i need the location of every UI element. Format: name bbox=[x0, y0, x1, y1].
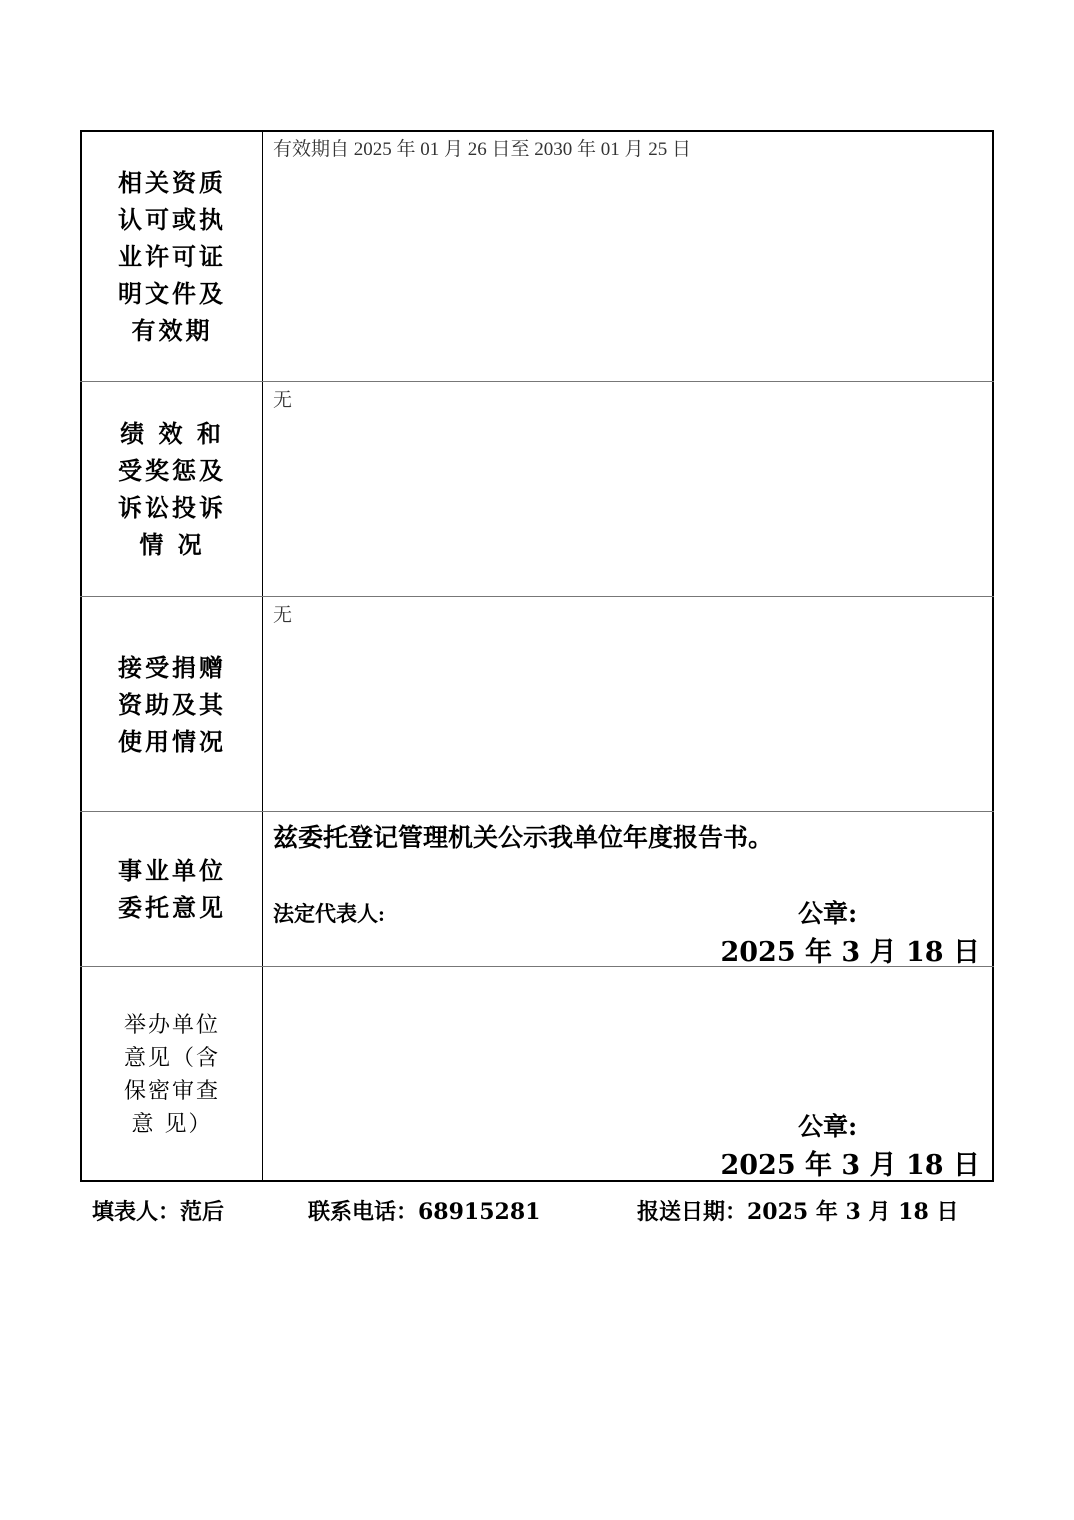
label-line: 使用情况 bbox=[118, 727, 226, 756]
label-performance bbox=[100, 415, 244, 563]
label-line: 委托意见 bbox=[118, 893, 226, 922]
column-divider bbox=[262, 130, 263, 1182]
label-line: 保密审查 bbox=[123, 1079, 220, 1104]
report-form-table bbox=[80, 130, 994, 1182]
label-line: 诉讼投诉 bbox=[118, 493, 226, 522]
label-qualification bbox=[100, 164, 244, 349]
label-sponsor-opinion bbox=[100, 1009, 244, 1141]
performance-content: 无 bbox=[273, 390, 293, 411]
sponsor-date: 2025 年 3 月 18 日 bbox=[720, 1150, 980, 1181]
label-line: 意见（含 bbox=[123, 1046, 220, 1071]
label-line: 明文件及 bbox=[118, 279, 226, 308]
label-line: 接受捐赠 bbox=[118, 653, 226, 682]
qualification-content: 有效期自 2025 年 01 月 26 日至 2030 年 01 月 25 日 bbox=[273, 139, 692, 160]
label-line: 有效期 bbox=[131, 316, 213, 345]
label-line: 认可或执 bbox=[118, 205, 226, 234]
label-line: 资助及其 bbox=[118, 690, 226, 719]
label-line: 绩 效 和 bbox=[120, 419, 224, 448]
label-donations bbox=[100, 649, 244, 760]
contact-phone: 联系电话：68915281 bbox=[308, 1199, 541, 1225]
label-line: 相关资质 bbox=[118, 168, 226, 197]
opinion-date: 2025 年 3 月 18 日 bbox=[720, 937, 980, 968]
label-line: 情 况 bbox=[139, 530, 205, 559]
filler-name: 填表人：范后 bbox=[92, 1199, 225, 1225]
authorization-statement: 兹委托登记管理机关公示我单位年度报告书。 bbox=[273, 825, 774, 852]
legal-rep-label: 法定代表人: bbox=[273, 902, 385, 926]
label-unit-opinion bbox=[100, 852, 244, 926]
label-line: 受奖惩及 bbox=[118, 456, 226, 485]
label-line: 意 见） bbox=[131, 1112, 213, 1137]
donations-content: 无 bbox=[273, 605, 293, 626]
row-divider bbox=[80, 811, 994, 812]
label-line: 举办单位 bbox=[123, 1013, 220, 1038]
report-date: 报送日期：2025 年 3 月 18 日 bbox=[637, 1199, 959, 1225]
label-line: 业许可证 bbox=[118, 242, 226, 271]
row-divider bbox=[80, 381, 994, 382]
label-line: 事业单位 bbox=[118, 856, 226, 885]
seal-label: 公章: bbox=[798, 899, 858, 928]
seal-label: 公章: bbox=[798, 1112, 858, 1141]
row-divider bbox=[80, 596, 994, 597]
